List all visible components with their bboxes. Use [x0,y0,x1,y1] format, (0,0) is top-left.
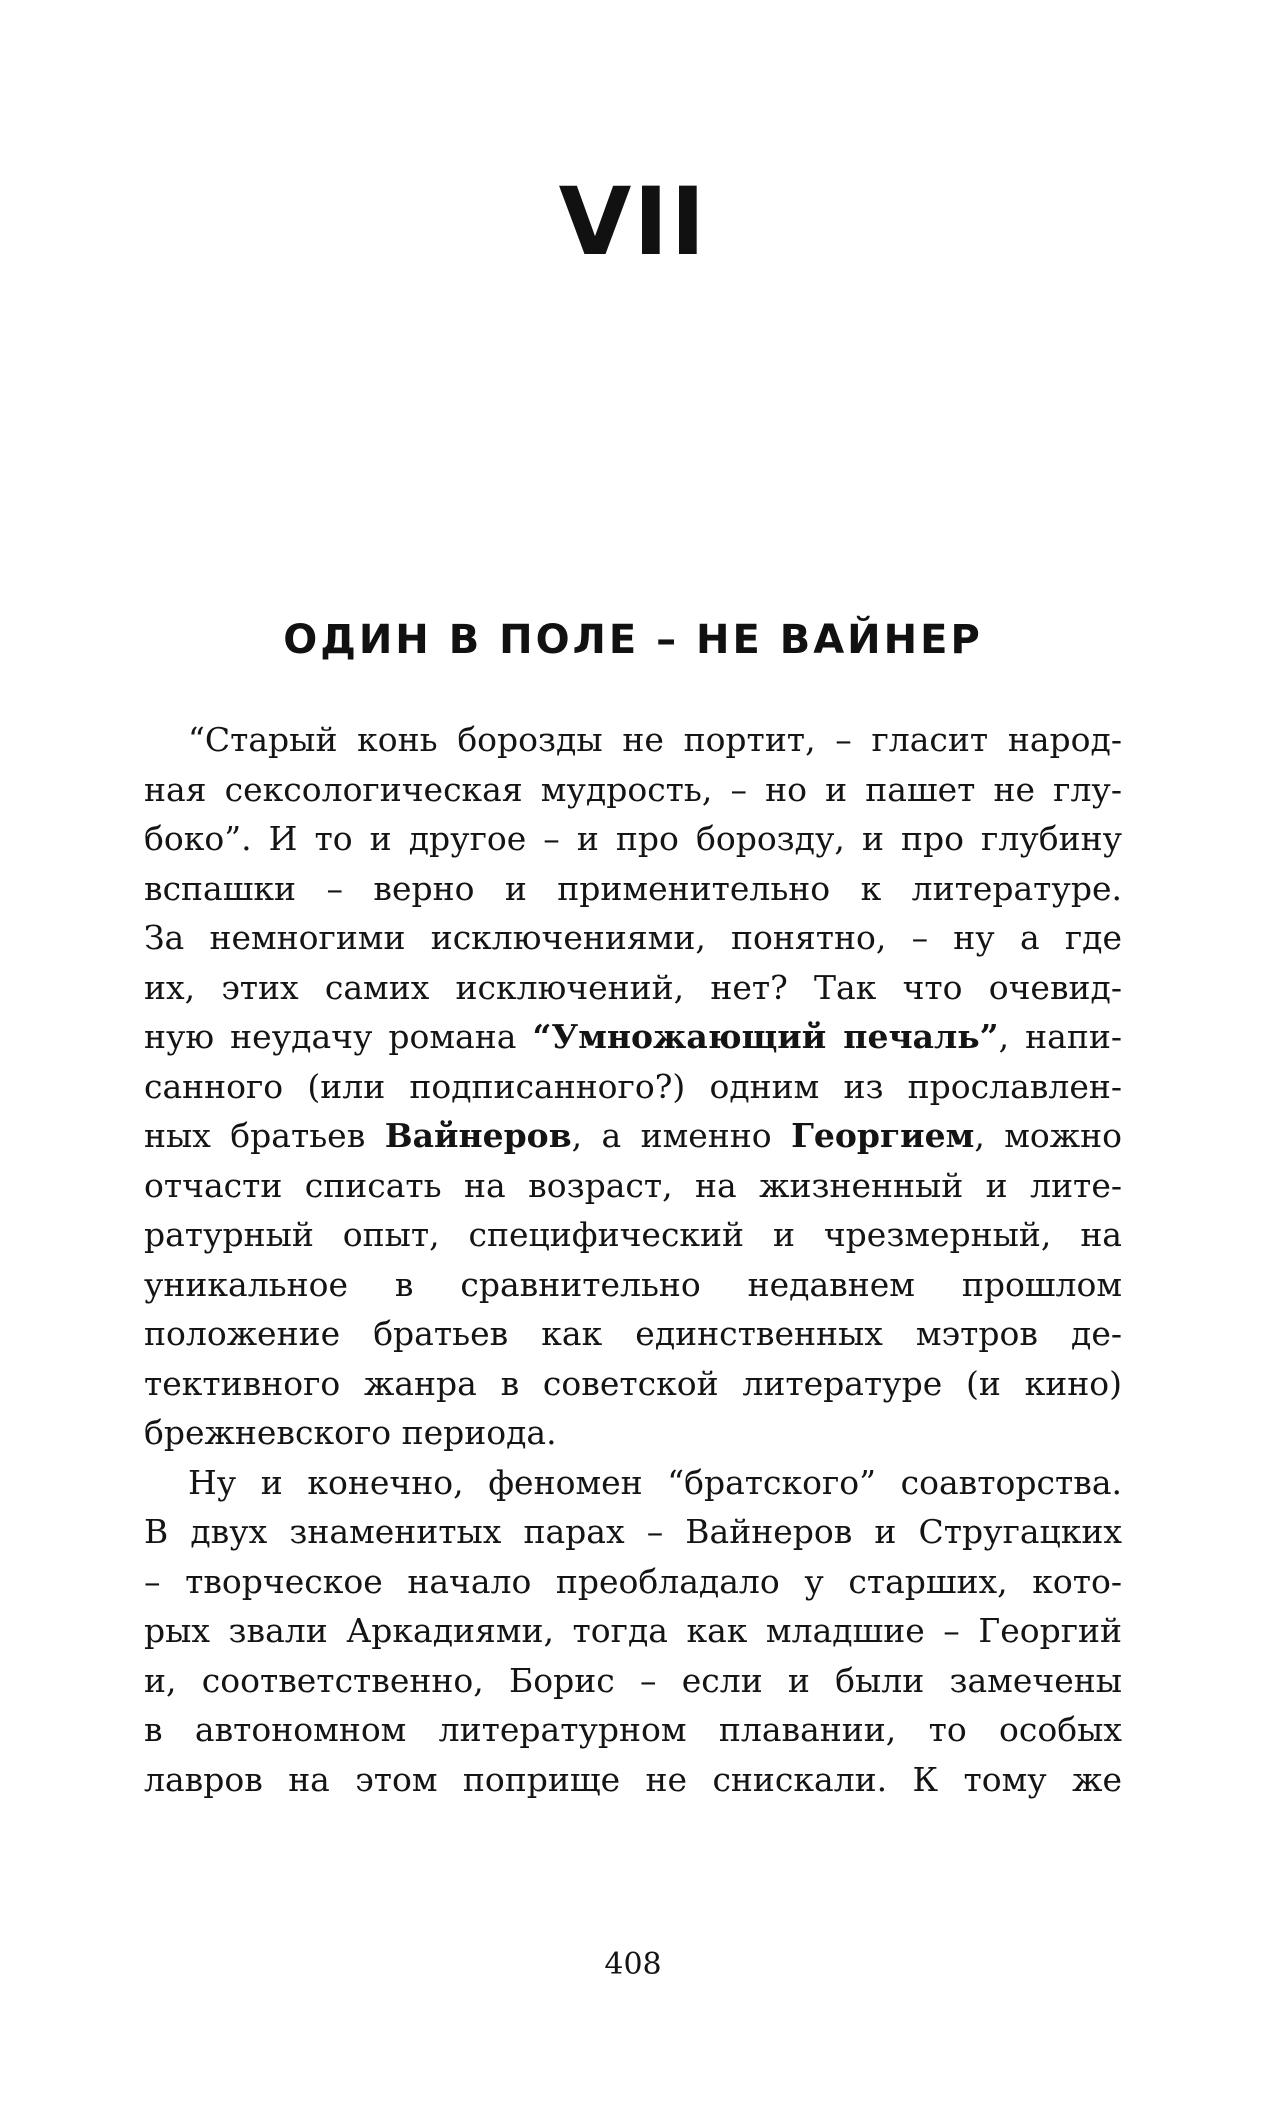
text-line: санного (или подписанного?) одним из прославлен- [144,1066,1122,1106]
text-line: В двух знаменитых парах – Вайнеров и Стругацких [144,1512,1122,1551]
essay-title: ОДИН В ПОЛЕ – НЕ ВАЙНЕР [283,617,983,663]
text-line: За немногими исключениями, понятно, – ну а где [144,918,1122,957]
chapter-number: VII [558,168,708,277]
text-run: , можно [974,1116,1122,1155]
text-line: их, этих самих исключений, нет? Так что очевид- [144,967,1122,1007]
text-line [144,1111,1122,1161]
text-run: , напи- [998,1017,1122,1056]
page-number: 408 [604,1947,662,1982]
text-line: уникальное в сравнительно недавнем прошлом [144,1264,1122,1304]
text-line: рых звали Аркадиями, тогда как младшие – Георгий [144,1611,1122,1650]
text-line: брежневского периода. [144,1413,557,1452]
body-text [144,715,1122,1804]
text-line: Ну и конечно, феномен “братского” соавторства. [188,1462,1122,1502]
text-line: в автономном литературном плавании, то особых [144,1710,1122,1749]
author-name: Георгием [791,1116,975,1155]
text-line: ная сексологическая мудрость, – но и пашет не глу- [144,769,1122,809]
text-run: ных братьев [144,1116,385,1155]
novel-title: “Умножающий печаль” [532,1017,999,1056]
text-line: лавров на этом поприще не снискали. К тому же [144,1759,1122,1799]
text-line: вспашки – верно и применительно к литературе. [144,868,1122,908]
text-line: положение братьев как единственных мэтров де- [144,1314,1122,1353]
text-run: ную неудачу романа [144,1017,533,1056]
text-line: боко”. И то и другое – и про борозду, и про глубину [144,819,1122,858]
text-line: и, соответственно, Борис – если и были замечены [144,1660,1122,1700]
text-line: – творческое начало преобладало у старших, кото- [144,1561,1122,1601]
text-run: , а именно [571,1116,792,1155]
text-line [144,1012,1122,1062]
text-line: ратурный опыт, специфический и чрезмерный, на [144,1215,1122,1254]
author-surname: Вайнеров [384,1116,572,1155]
text-line: “Старый конь борозды не портит, – гласит народ- [188,720,1122,759]
text-line: тективного жанра в советской литературе (и кино) [144,1363,1122,1403]
text-line: отчасти списать на возраст, на жизненный и лите- [144,1165,1122,1205]
